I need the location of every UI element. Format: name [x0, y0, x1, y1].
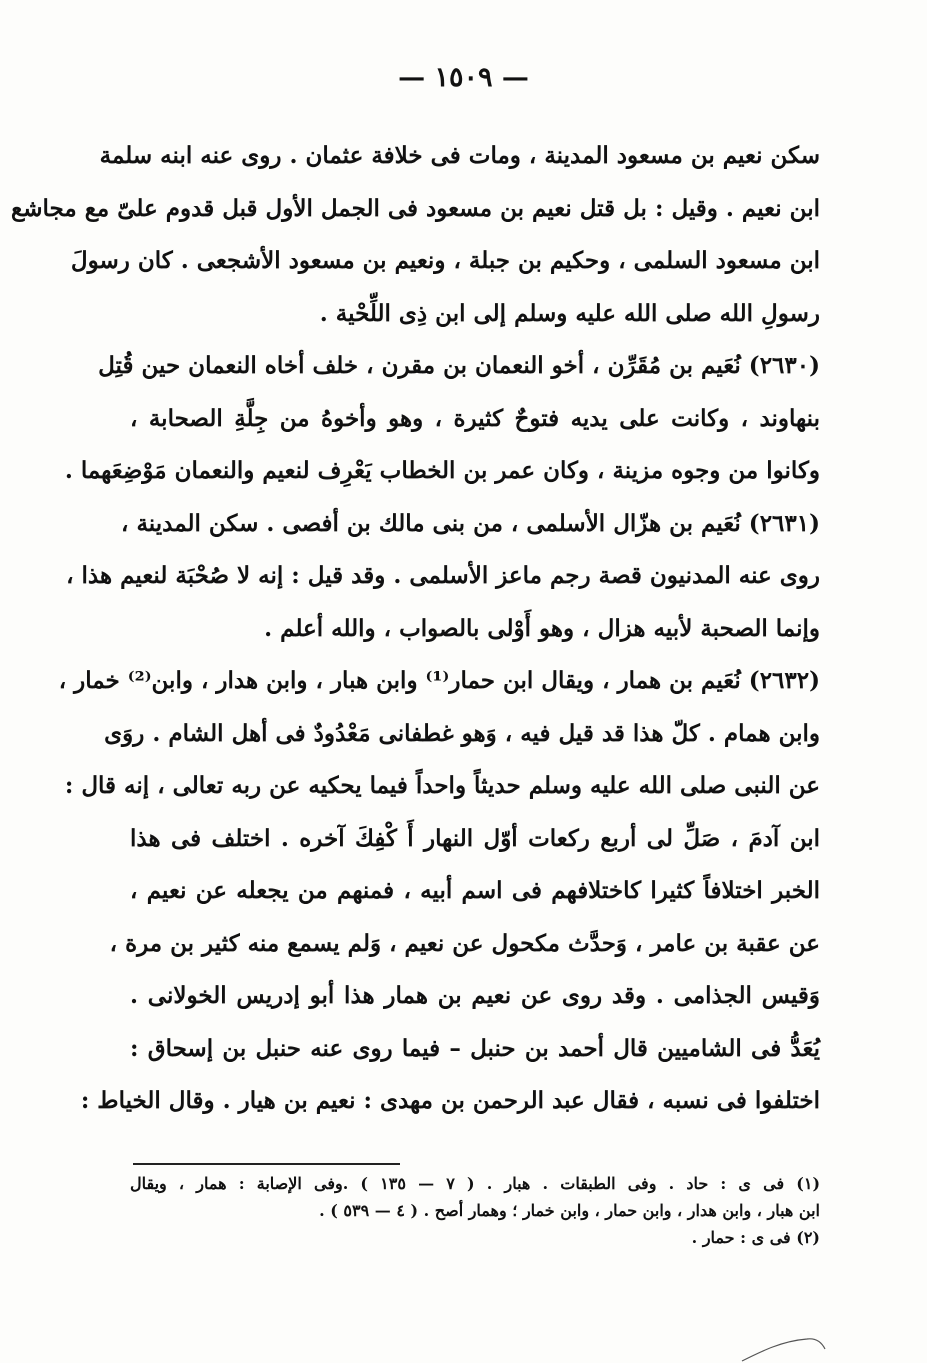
scan-corner-mark	[737, 1327, 832, 1363]
text-line: ابن مسعود السلمى ، وحكيم بن جبلة ، ونعيم بن مسعود الأشجعى . كان رسولَ	[70, 247, 820, 274]
footnote-separator	[133, 1163, 400, 1165]
text-line: اختلفوا فى نسبه ، فقال عبد الرحمن بن مهدى : نعيم بن هيار . وقال الخياط :	[80, 1087, 820, 1114]
footnote-1-continuation: ابن هبار ، وابن هدار ، وابن حمار ، وابن خمار ؛ وهمار أصح . ( ٤ — ٥٣٩ ) .	[319, 1201, 820, 1220]
entry-2630-line: (٢٦٣٠) نُعَيم بن مُقَرِّن ، أخو النعمان بن مقرن ، خلف أخاه النعمان حين قُتِل	[98, 352, 820, 379]
text-line: عن النبى صلى الله عليه وسلم حديثاً واحداً فيما يحكيه عن ربه تعالى ، إنه قال :	[64, 772, 820, 799]
text-line: وَقيس الجذامى . وقد روى عن نعيم بن همار هذا أبو إدريس الخولانى .	[130, 982, 820, 1009]
text-line: ابن آدمَ ، صَلِّ لى أربع ركعات أوّل النهار أَ كْفِكَ آخره . اختلف فى هذا	[130, 824, 820, 852]
footnote-2-line: (٢) فى ى : حمار .	[691, 1228, 820, 1247]
text-line: ابن نعيم . وقيل : بل قتل نعيم بن مسعود فى الجمل الأول قبل قدوم علىّ مع مجاشع	[11, 194, 820, 222]
text-line: بنهاوند ، وكانت على يديه فتوحٌ كثيرة ، وهو وأخوهُ من جِلَّةِ الصحابة ،	[130, 404, 820, 432]
entry-2631-line: (٢٦٣١) نُعَيم بن هزّال الأسلمى ، من بنى مالك بن أفصى . سكن المدينة ،	[121, 509, 820, 537]
text-line: روى عنه المدنيون قصة رجم ماعز الأسلمى . وقد قيل : إنه لا صُحْبَة لنعيم هذا ،	[66, 562, 820, 589]
footnote-1-line: (١) فى ى : حاد . وفى الطبقات . هبار . ( ٧ — ١٣٥ ) .وفى الإصابة : همار ، ويقال	[130, 1174, 821, 1193]
footnotes-block	[130, 1170, 820, 1251]
entry-2632-line: (٢٦٣٢) نُعَيم بن همار ، ويقال ابن حمار⁽¹⁾ وابن هبار ، وابن هدار ، وابن⁽²⁾ خمار ،	[58, 667, 820, 694]
main-text-block	[11, 130, 820, 1128]
text-line: يُعَدُّ فى الشاميين قال أحمد بن حنبل – فيما روى عنه حنبل بن إسحاق :	[130, 1034, 820, 1062]
text-line: وكانوا من وجوه مزينة ، وكان عمر بن الخطاب يَعْرِف لنعيم والنعمان مَوْضِعَهما .	[64, 457, 820, 484]
text-line: رسولِ الله صلى الله عليه وسلم إلى ابن ذِى اللِّحْية .	[319, 299, 820, 327]
page-number: — ١٥٠٩ —	[398, 62, 529, 93]
text-line: عن عقبة بن عامر ، وَحدَّث مكحول عن نعيم ، وَلم يسمع منه كثير بن مرة ،	[109, 929, 820, 957]
text-line: الخبر اختلافاً كثيرا كاختلافهم فى اسم أبيه ، فمنهم من يجعله عن نعيم ،	[130, 877, 820, 904]
text-line: وإنما الصحبة لأبيه هزال ، وهو أَوْلى بالصواب ، والله أعلم .	[264, 614, 820, 642]
text-line: سكن نعيم بن مسعود المدينة ، ومات فى خلافة عثمان . روى عنه ابنه سلمة	[99, 142, 820, 169]
text-line: وابن همام . كلّ هذا قد قيل فيه ، وَهو غطفانى مَعْدُودٌ فى أهل الشام . روَى	[104, 719, 820, 747]
